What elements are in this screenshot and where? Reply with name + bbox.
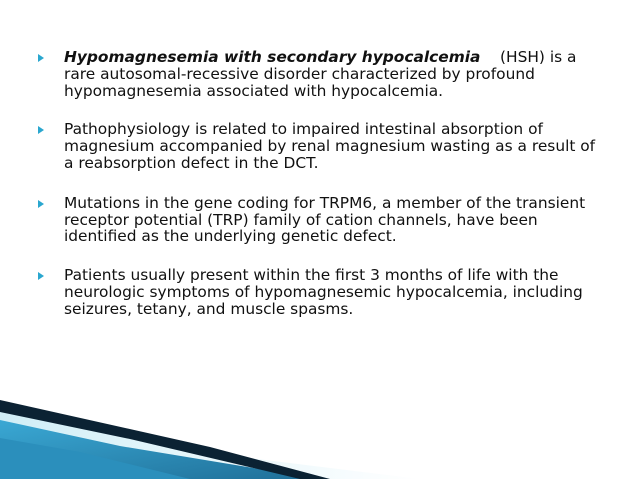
bullet-arrow-icon (38, 54, 44, 62)
bullet-item-mutations (38, 195, 608, 245)
bullet-abbr: (HSH) (500, 48, 545, 66)
bullet-text: Mutations in the gene coding for TRPM6, a member of the transient receptor potential (TRP) family of cation channels, have been identified as the underlying genetic defect. (64, 193, 586, 246)
bullet-text: is a rare autosomal-recessive disorder characterized by profound hypomagnesemia associated with hypocalcemia. (64, 48, 577, 100)
title-gap (480, 48, 500, 66)
bullet-list (38, 49, 608, 318)
bullet-arrow-icon (38, 126, 44, 134)
bullet-arrow-icon (38, 272, 44, 280)
bullet-text: Pathophysiology is related to impaired intestinal absorption of magnesium accompanied by renal magnesium wasting as a result of a reabsorption defect in the DCT. (64, 120, 596, 172)
bullet-item-hsh (38, 49, 608, 99)
bullet-item-presentation (38, 267, 608, 317)
bullet-item-pathophysiology (38, 121, 608, 171)
bullet-text: Patients usually present within the first 3 months of life with the neurologic symptoms of hypomagnesemic hypocalcemia, including seizures, tetany, and muscle spasms. (64, 266, 583, 318)
bullet-arrow-icon (38, 200, 44, 208)
bullet-title: Hypomagnesemia with secondary hypocalcemia (64, 48, 481, 66)
